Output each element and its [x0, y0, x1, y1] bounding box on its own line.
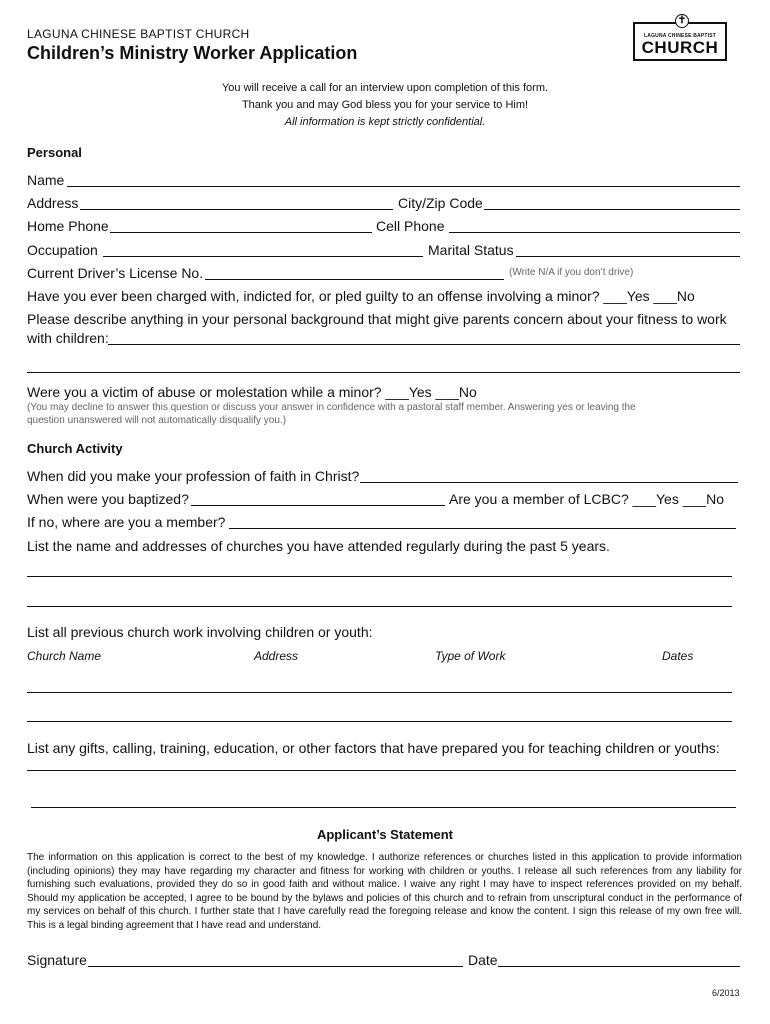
name-label: Name — [27, 172, 65, 188]
section-church-heading: Church Activity — [27, 441, 123, 456]
occupation-label: Occupation — [27, 242, 98, 258]
section-personal-heading: Personal — [27, 145, 82, 160]
logo-small-text: LAGUNA CHINESE BAPTIST — [644, 33, 716, 39]
date-label: Date — [468, 952, 498, 968]
describe-field-2[interactable] — [27, 372, 740, 373]
describe-field-1[interactable] — [108, 344, 740, 345]
column-church-name: Church Name — [27, 649, 102, 663]
city-zip-field[interactable] — [484, 209, 740, 210]
profession-label: When did you make your profession of faith in Christ? — [27, 468, 360, 484]
where-member-label: If no, where are you a member? — [27, 514, 226, 530]
previous-work-label: List all previous church work involving children or youth: — [27, 624, 373, 640]
home-phone-field[interactable] — [110, 232, 372, 233]
describe-line-1: Please describe anything in your personal background that might give parents concern about your fitness to work — [27, 311, 727, 327]
home-phone-label: Home Phone — [27, 218, 109, 234]
cell-phone-field[interactable] — [449, 232, 740, 233]
city-zip-label: City/Zip Code — [398, 195, 483, 211]
intro-line-3: All information is kept strictly confidential. — [284, 116, 486, 128]
victim-note-2: question unanswered will not automatically disqualify you.) — [27, 415, 287, 426]
license-note: (Write N/A if you don’t drive) — [509, 267, 634, 278]
victim-question: Were you a victim of abuse or molestation while a minor? ___Yes ___No — [27, 384, 477, 400]
describe-line-2: with children: — [27, 330, 109, 346]
occupation-field[interactable] — [103, 256, 423, 257]
logo-big-text: CHURCH — [641, 38, 719, 57]
churches-field-1[interactable] — [27, 576, 732, 577]
statement-body: The information on this application is correct to the best of my knowledge. I authorize references or churches listed in this application to provide information (including opinions) they may have regarding my character and fitness for working with children or youths. I release all such references from any liability for furnishing such evaluations, provided they do so in good faith and without malice. I waive any right I may have to inspect references provided on my behalf. Should my application be accepted, I agree to be bound by the bylaws and policies of this church and to refrain from unscriptural conduct in the performance of my services on behalf of this church. I further state that I have carefully read the foregoing release and know the content. I sign this release of my own free will. This is a legal binding agreement that I have read and understand. — [27, 852, 742, 931]
cell-phone-label: Cell Phone — [376, 218, 445, 234]
member-question: Are you a member of LCBC? ___Yes ___No — [449, 491, 724, 507]
church-logo — [633, 15, 727, 61]
column-dates: Dates — [662, 649, 694, 663]
intro-line-2: Thank you and may God bless you for your service to Him! — [241, 99, 529, 111]
address-field[interactable] — [80, 209, 393, 210]
license-field[interactable] — [205, 279, 504, 280]
revision-date: 6/2013 — [712, 988, 740, 998]
profession-field[interactable] — [360, 482, 738, 483]
column-type-of-work: Type of Work — [435, 649, 506, 663]
signature-field[interactable] — [88, 966, 463, 967]
previous-work-field-2[interactable] — [27, 721, 732, 722]
charged-question: Have you ever been charged with, indicted for, or pled guilty to an offense involving a minor? ___Yes ___No — [27, 288, 695, 304]
where-member-field[interactable] — [229, 528, 736, 529]
gifts-label: List any gifts, calling, training, education, or other factors that have prepared you for teaching children or youths: — [27, 740, 720, 756]
baptized-field[interactable] — [191, 505, 445, 506]
intro-line-1: You will receive a call for an interview upon completion of this form. — [221, 82, 549, 94]
marital-status-field[interactable] — [516, 256, 740, 257]
gifts-field-1[interactable] — [27, 770, 736, 771]
org-name: LAGUNA CHINESE BAPTIST CHURCH — [27, 27, 250, 41]
list-churches-label: List the name and addresses of churches you have attended regularly during the past 5 years. — [27, 538, 610, 554]
previous-work-field-1[interactable] — [27, 692, 732, 693]
victim-note-1: (You may decline to answer this question or discuss your answer in confidence with a pastoral staff member. Answering yes or leaving the — [27, 402, 636, 413]
marital-status-label: Marital Status — [428, 242, 514, 258]
baptized-label: When were you baptized? — [27, 491, 189, 507]
signature-label: Signature — [27, 952, 87, 968]
churches-field-2[interactable] — [27, 606, 732, 607]
name-field[interactable] — [67, 186, 740, 187]
license-label: Current Driver’s License No. — [27, 265, 204, 281]
address-label: Address — [27, 195, 79, 211]
column-address: Address — [254, 649, 299, 663]
page-title: Children’s Ministry Worker Application — [27, 43, 358, 63]
cross-icon: ✝ — [675, 14, 689, 28]
section-statement-heading: Applicant’s Statement — [316, 827, 454, 842]
gifts-field-2[interactable] — [31, 807, 736, 808]
date-field[interactable] — [498, 966, 740, 967]
